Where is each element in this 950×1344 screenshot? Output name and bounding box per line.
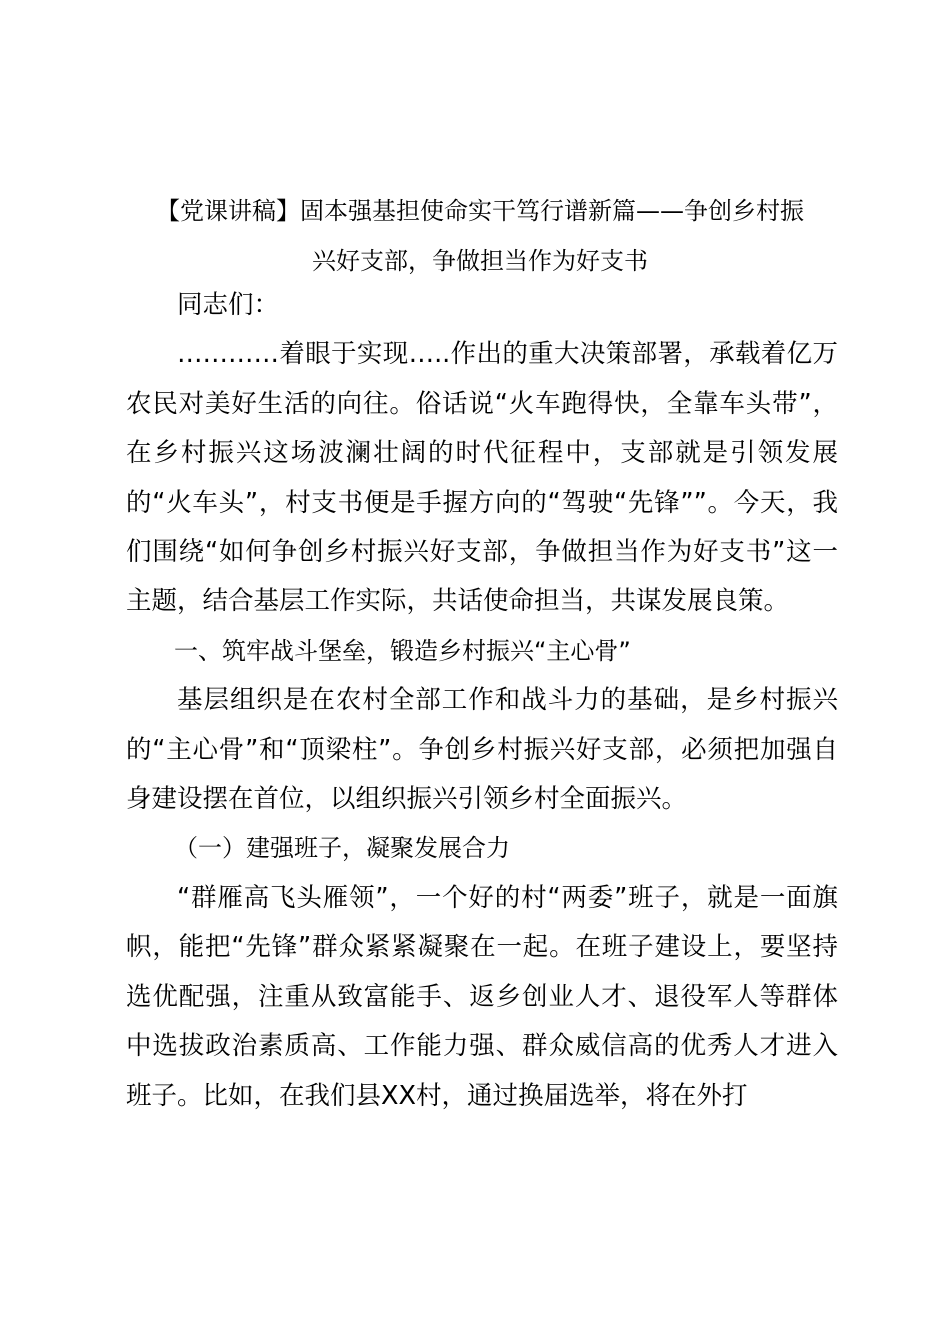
greeting: 同志们： bbox=[177, 290, 280, 320]
section1-paragraph: 基层组织是在农村全部工作和战斗力的基础，是乡村振兴的“主心骨”和“顶梁柱”。争创乡村振兴好支部，必须把加强自身建设摆在首位，以组织振兴引领乡村全面振兴。 bbox=[126, 685, 838, 815]
subsection1-paragraph: “群雁高飞头雁领”，一个好的村“两委”班子，就是一面旗帜，能把“先锋”群众紧紧凝聚在一起。在班子建设上，要坚持选优配强，注重从致富能手、返乡创业人才、退役军人等群体中选拔政治素质高、工作能力强、群众威信高的优秀人才进入班子。比如，在我们县XX村，通过换届选举，将在外打 bbox=[126, 882, 838, 1111]
document-title bbox=[110, 186, 850, 286]
document-body bbox=[126, 281, 838, 1121]
section-heading-1: 一、筑牢战斗堡垒，锻造乡村振兴“主心骨” bbox=[174, 636, 631, 665]
subsection-heading-1: （一）建强班子，凝聚发展合力 bbox=[174, 834, 510, 863]
title-line-2: 兴好支部，争做担当作为好支书 bbox=[312, 247, 648, 275]
intro-paragraph: …………着眼于实现…..作出的重大决策部署，承载着亿万农民对美好生活的向往。俗话说“火车跑得快，全靠车头带”，在乡村振兴这场波澜壮阔的时代征程中，支部就是引领发展的“火车头”，村支书便是手握方向的“驾驶“先锋””。今天，我们围绕“如何争创乡村振兴好支部，争做担当作为好支书”这一主题，结合基层工作实际，共话使命担当，共谋发展良策。 bbox=[126, 339, 838, 617]
title-line-1: 【党课讲稿】固本强基担使命实干笃行谱新篇——争创乡村振 bbox=[156, 197, 804, 225]
